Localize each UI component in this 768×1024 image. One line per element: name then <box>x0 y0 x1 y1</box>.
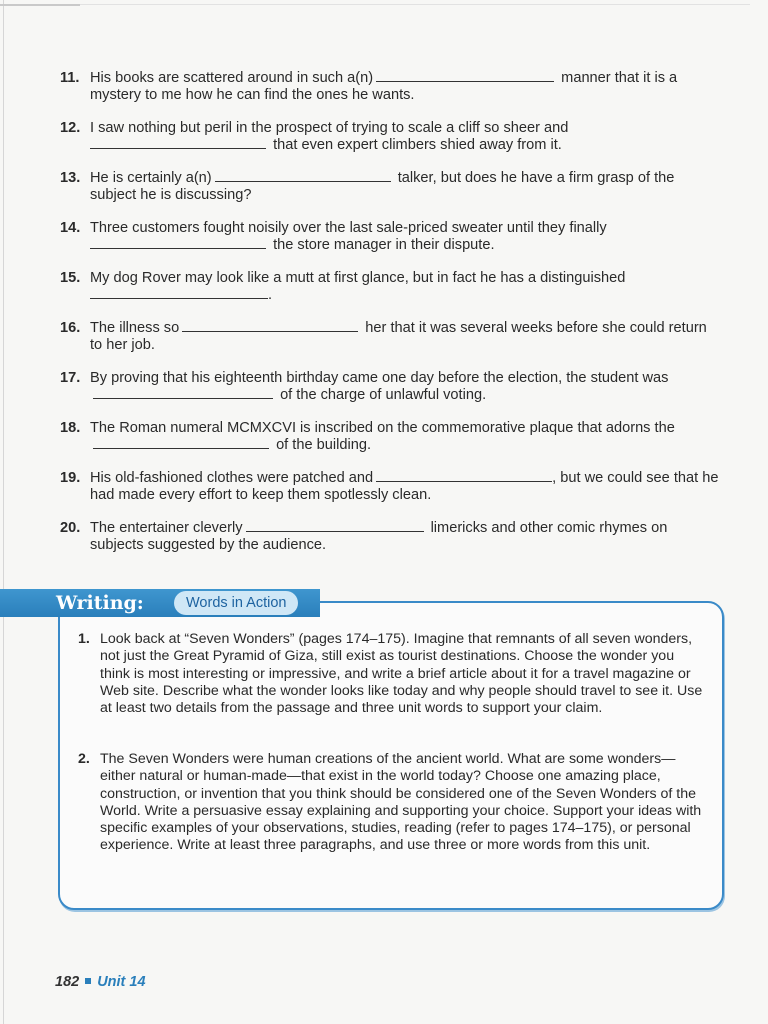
exercise-text-after: her that it was several weeks before she could return to her job. <box>90 320 707 353</box>
prompt-text: Look back at “Seven Wonders” (pages 174–175). Imagine that remnants of all seven wonders, not just the Great Pyramid of Giza, still exist as tourist destinations. Choose the wonder you think is most interesting or impressive, and write a brief article about it for a travel magazine or Web site. Describe what the wonder looks like today and why people should travel to see it. Use at least two details from the passage and three unit words to support your claim. <box>100 631 703 717</box>
answer-blank[interactable] <box>246 530 424 532</box>
exercise-number: 12. <box>60 120 81 136</box>
exercise-text-after: that even expert climbers shied away from it. <box>273 137 562 153</box>
exercise-text-before: He is certainly a(n) <box>90 170 212 186</box>
answer-blank[interactable] <box>90 147 266 149</box>
answer-blank[interactable] <box>182 330 358 332</box>
exercise-14 <box>60 220 720 254</box>
exercise-number: 11. <box>60 70 80 86</box>
exercise-15 <box>60 270 720 304</box>
answer-blank[interactable] <box>90 297 268 299</box>
top-rule <box>0 4 80 6</box>
top-rule-light <box>80 4 750 5</box>
writing-section <box>0 589 724 909</box>
exercise-18 <box>60 420 720 454</box>
exercise-19 <box>60 470 720 504</box>
exercise-text-after: limericks and other comic rhymes on subjects suggested by the audience. <box>90 520 668 553</box>
exercise-number: 16. <box>60 320 81 336</box>
exercise-16 <box>60 320 720 354</box>
exercise-text-after: talker, but does he have a firm grasp of the subject he is discussing? <box>90 170 675 203</box>
writing-prompts-box <box>58 601 724 910</box>
exercise-text-before: His books are scattered around in such a(n) <box>90 70 374 86</box>
section-title: Writing: <box>56 592 144 614</box>
page-footer <box>55 974 146 990</box>
exercise-number: 15. <box>60 270 81 286</box>
answer-blank[interactable] <box>93 397 273 399</box>
exercise-number: 14. <box>60 220 81 236</box>
exercise-text-after: . <box>268 287 273 303</box>
exercise-text-before: The entertainer cleverly <box>90 520 243 536</box>
answer-blank[interactable] <box>90 247 266 249</box>
exercise-text-after: of the charge of unlawful voting. <box>280 387 487 403</box>
exercise-text-after: the store manager in their dispute. <box>273 237 495 253</box>
section-subtitle: Words in Action <box>174 591 298 615</box>
answer-blank[interactable] <box>215 180 391 182</box>
writing-prompt-2 <box>78 751 706 855</box>
exercise-11 <box>60 70 720 104</box>
exercise-13 <box>60 170 720 204</box>
exercise-17 <box>60 370 720 404</box>
exercise-number: 17. <box>60 370 81 386</box>
exercise-text-before: Three customers fought noisily over the last sale-priced sweater until they finally <box>90 220 607 236</box>
exercise-text-before: I saw nothing but peril in the prospect of trying to scale a cliff so sheer and <box>90 120 569 136</box>
exercise-text-before: By proving that his eighteenth birthday came one day before the election, the student was <box>90 370 669 386</box>
sentence-completion-list <box>60 70 720 570</box>
writing-prompt-1 <box>78 631 706 717</box>
square-bullet-icon <box>85 978 91 984</box>
answer-blank[interactable] <box>376 80 554 82</box>
exercise-text-after: , but we could see that he had made every effort to keep them spotlessly clean. <box>90 470 719 503</box>
exercise-20 <box>60 520 720 554</box>
exercise-text-after: manner that it is a mystery to me how he can find the ones he wants. <box>90 70 678 103</box>
exercise-number: 19. <box>60 470 81 486</box>
exercise-text-after: of the building. <box>276 437 371 453</box>
exercise-12 <box>60 120 720 154</box>
exercise-text-before: My dog Rover may look like a mutt at first glance, but in fact he has a distinguished <box>90 270 626 286</box>
exercise-number: 18. <box>60 420 81 436</box>
prompt-number: 1. <box>78 631 90 647</box>
exercise-text-before: The Roman numeral MCMXCVI is inscribed on the commemorative plaque that adorns the <box>90 420 675 436</box>
prompt-number: 2. <box>78 751 90 767</box>
answer-blank[interactable] <box>376 480 552 482</box>
exercise-text-before: The illness so <box>90 320 180 336</box>
writing-banner <box>0 589 320 617</box>
prompt-text: The Seven Wonders were human creations of the ancient world. What are some wonders—either natural or human-made—that exist in the world today? Choose one amazing place, construction, or invention that you think should be considered one of the Seven Wonders of the World. Write a persuasive essay explaining and supporting your choice. Support your ideas with specific examples of your observations, studies, reading (refer to pages 174–175), or personal experience. Write at least three paragraphs, and use three or more words from this unit. <box>100 751 702 854</box>
unit-label: Unit 14 <box>97 974 146 990</box>
exercise-number: 13. <box>60 170 81 186</box>
answer-blank[interactable] <box>93 447 269 449</box>
exercise-number: 20. <box>60 520 81 536</box>
page-number: 182 <box>55 974 80 990</box>
exercise-text-before: His old-fashioned clothes were patched and <box>90 470 374 486</box>
